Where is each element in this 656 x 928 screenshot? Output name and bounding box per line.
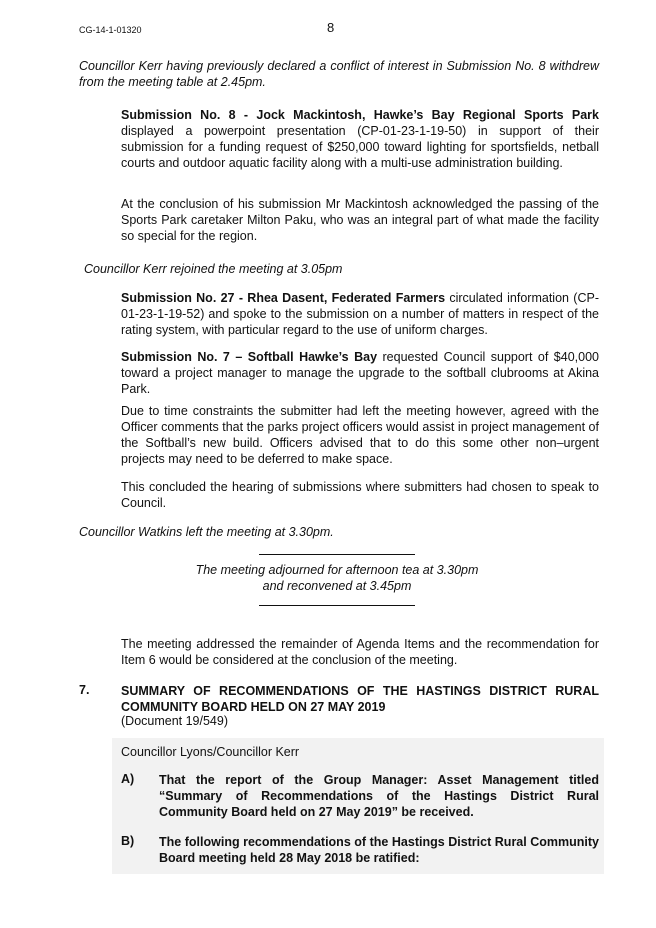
note-kerr-rejoined: Councillor Kerr rejoined the meeting at 3.05pm bbox=[84, 262, 343, 276]
submission-8-body: displayed a powerpoint presentation (CP-01-23-1-19-50) in support of their submission for a funding request of $250,000 toward lighting for sportsfields, netball courts and outdoor aquatic facility along with a multi-use administration building. bbox=[121, 124, 599, 170]
item-7-movers: Councillor Lyons/Councillor Kerr bbox=[121, 745, 300, 759]
page-number: 8 bbox=[327, 20, 335, 35]
submission-8 bbox=[121, 107, 599, 171]
note-watkins-left: Councillor Watkins left the meeting at 3.30pm. bbox=[79, 525, 334, 539]
recommendation-a-text: That the report of the Group Manager: Asset Management titled “Summary of Recommendations of the Hastings District Rural Community Board held on 27 May 2019” be received. bbox=[159, 773, 599, 819]
item-7-number: 7. bbox=[79, 683, 90, 697]
document-code: CG-14-1-01320 bbox=[79, 25, 142, 35]
submission-27 bbox=[121, 290, 599, 338]
submission-8-heading: Submission No. 8 - Jock Mackintosh, Hawke’s Bay Regional Sports Park bbox=[121, 108, 599, 122]
paragraph-mackintosh-passing: At the conclusion of his submission Mr Mackintosh acknowledged the passing of the Sports Park caretaker Milton Paku, who was an integral part of what made the facility so special for the region. bbox=[121, 197, 599, 243]
paragraph-softball-followup: Due to time constraints the submitter had left the meeting however, agreed with the Officer comments that the parks project officers would assist in project management of the Softball’s new build. Officers advised that to do this some other non–urgent projects may need to be deferred to make space. bbox=[121, 404, 599, 466]
item-7-title: SUMMARY OF RECOMMENDATIONS OF THE HASTINGS DISTRICT RURAL COMMUNITY BOARD HELD ON 27 MAY 2019 bbox=[121, 684, 599, 714]
recommendation-a-label: A) bbox=[121, 772, 135, 786]
adjournment-line-2: and reconvened at 3.45pm bbox=[262, 579, 412, 593]
submission-7-body: requested Council support of $40,000 toward a project manager to manage the upgrade to the softball clubrooms at Akina Park. bbox=[121, 350, 599, 396]
divider-top bbox=[259, 554, 415, 555]
recommendation-b-label: B) bbox=[121, 834, 135, 848]
submission-7-heading: Submission No. 7 – Softball Hawke’s Bay bbox=[121, 350, 378, 364]
paragraph-remainder: The meeting addressed the remainder of Agenda Items and the recommendation for Item 6 would be considered at the conclusion of the meeting. bbox=[121, 637, 599, 667]
recommendation-b-text: The following recommendations of the Hastings District Rural Community Board meeting held 28 May 2018 be ratified: bbox=[159, 835, 599, 865]
divider-bottom bbox=[259, 605, 415, 606]
submission-27-body: circulated information (CP-01-23-1-19-52) and spoke to the submission on a number of matters in respect of the rating system, with particular regard to the use of uniform charges. bbox=[121, 291, 599, 337]
note-kerr-withdrew: Councillor Kerr having previously declared a conflict of interest in Submission No. 8 withdrew from the meeting table at 2.45pm. bbox=[79, 59, 599, 89]
submission-27-heading: Submission No. 27 - Rhea Dasent, Federated Farmers bbox=[121, 291, 446, 305]
adjournment-line-1: The meeting adjourned for afternoon tea at 3.30pm bbox=[195, 563, 479, 577]
item-7-document-ref: (Document 19/549) bbox=[121, 714, 229, 728]
paragraph-concluded: This concluded the hearing of submissions where submitters had chosen to speak to Council. bbox=[121, 480, 599, 510]
submission-7 bbox=[121, 349, 599, 397]
